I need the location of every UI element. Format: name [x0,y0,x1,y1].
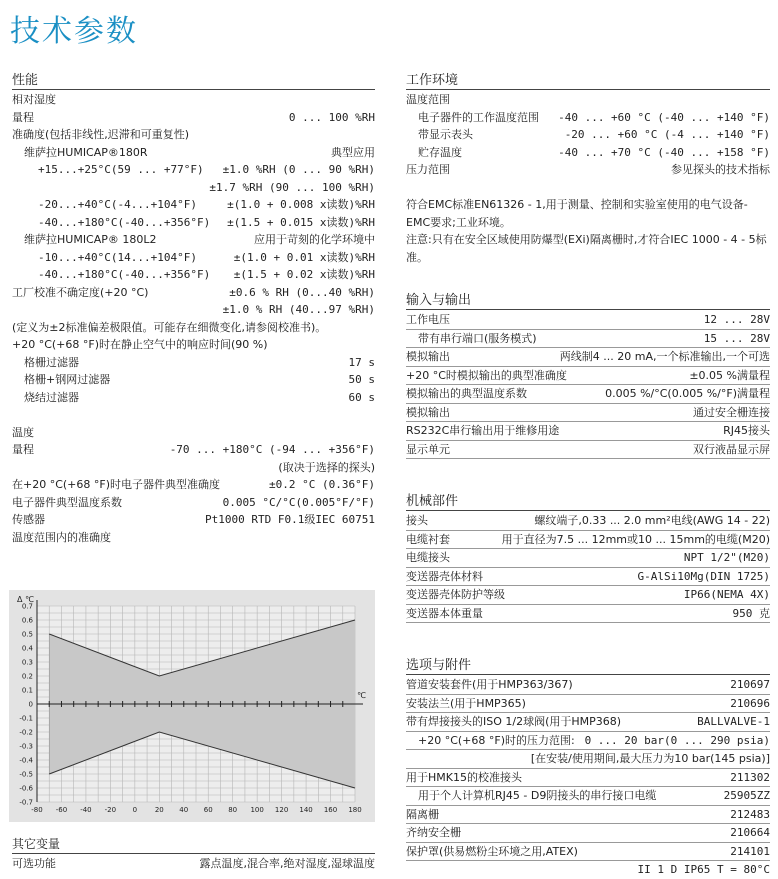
opt-row-5: [在安装/使用期间,最大压力为10 bar(145 psia)] [406,750,770,769]
x-tick-label: -80 [31,806,43,814]
page-title: 技术参数 [10,14,138,49]
opt-row-10: 保护罩(供易燃粉尘环境之用,ATEX) 214101 [406,843,770,862]
temp-range-note: (取决于选择的探头) [278,460,375,474]
io-rs232-row: RS232C串行输出用于维修用途 RJ45接头 [406,422,770,441]
x-tick-label: 40 [179,806,189,814]
acc-row-2: ±1.7 %RH (90 ... 100 %RH) [209,180,375,194]
notice-paragraph: 注意:只有在安全区域使用防爆型(EXi)隔离栅时,才符合IEC 1000 - 4 - 5标准。 [406,233,767,264]
env-row-1: 电子器件的工作温度范围 -40 ... +60 °C (-40 ... +140 °F) [418,110,770,124]
section-performance-header: 性能 [12,72,375,90]
factory-cal-row: 工厂校准不确定度(+20 °C) ±0.6 % RH (0...40 %RH) [12,285,375,299]
env-temp-title: 温度范围 [406,93,450,106]
temp-acc-row: 在+20 °C(+68 °F)时电子器件典型准确度 ±0.2 °C (0.36°F) [12,478,375,491]
accuracy-chart [9,590,375,822]
y-tick-label: -0.6 [19,784,33,793]
section-other-header: 其它变量 [12,836,375,854]
response-title: +20 °C(+68 °F)时在静止空气中的响应时间(90 %) [12,338,268,351]
x-tick-label: 180 [348,806,362,814]
opt-row-8: 隔离栅 212483 [406,806,770,825]
humidity-title: 相对湿度 [12,93,56,106]
y-tick-label: 0.5 [21,630,33,639]
io-voltage-row: 工作电压 12 ... 28V [406,311,770,330]
x-tick-label: 60 [203,806,213,814]
y-axis-label: Δ ℃ [17,595,34,604]
y-tick-label: 0.1 [21,686,33,695]
acc-row-5: -10...+40°C(14...+104°F) ±(1.0 + 0.01 x读数)%RH [38,250,375,264]
x-axis-label: ℃ [357,691,366,700]
temp-range-row: 量程 -70 ... +180°C (-94 ... +356°F) [12,443,375,456]
right-column [406,72,770,879]
y-tick-label: -0.1 [19,714,33,723]
io-serial-row: 带有串行端口(服务模式) 15 ... 28V [406,330,770,349]
acc-row-1: +15...+25°C(59 ... +77°F) ±1.0 %RH (0 ... 90 %RH) [38,163,375,176]
opt-row-9: 齐纳安全栅 210664 [406,824,770,843]
io-analog2-row: 模拟输出 通过安全栅连接 [406,404,770,423]
opt-row-2: 安装法兰(用于HMP365) 210696 [406,695,770,714]
y-tick-label: -0.2 [19,728,33,737]
y-tick-label: 0 [28,700,33,709]
y-tick-label: 0.4 [21,644,33,653]
opt-row-7: 用于个人计算机RJ45 - D9阴接头的串行接口电缆 25905ZZ [406,787,770,806]
y-tick-label: -0.4 [19,756,33,765]
x-tick-label: -20 [104,806,117,814]
emc-paragraph: 符合EMC标准EN61326 - 1,用于测量、控制和实验室使用的电气设备- EMC要求;工业环境。 [406,198,748,229]
x-tick-label: 100 [250,806,264,814]
temperature-title: 温度 [12,425,34,439]
filter-row-2: 格栅+钢网过滤器 50 s [24,373,375,386]
mech-protection-row: 变送器壳体防护等级 IP66(NEMA 4X) [406,586,770,605]
section-mechanical-header: 机械部件 [406,493,770,511]
opt-row-6: 用于HMK15的校准接头 211302 [406,769,770,788]
y-tick-label: -0.7 [19,798,33,807]
accuracy-title: 准确度(包括非线性,迟滞和可重复性) [12,128,190,141]
mech-cable-row: 电缆接头 NPT 1/2"(M20) [406,549,770,568]
filter-row-3: 烧结过滤器 60 s [24,390,375,404]
env-row-2: 带显示表头 -20 ... +60 °C (-4 ... +140 °F) [418,128,770,141]
x-tick-label: 140 [299,806,313,814]
acc-row-4: -40...+180°C(-40...+356°F) ±(1.5 + 0.015 x读数)%RH [38,215,375,229]
temp-coef-row: 电子器件典型温度系数 0.005 °C/°C(0.005°F/°F) [12,495,375,509]
x-tick-label: -40 [80,806,92,814]
x-tick-label: -60 [55,806,68,814]
filter-row-1: 格栅过滤器 17 s [24,355,375,369]
y-tick-label: 0.7 [21,602,33,611]
mech-weight-row: 变送器本体重量 950 克 [406,605,770,624]
io-analog-temp-row: 模拟输出的典型温度系数 0.005 %/°C(0.005 %/°F)满量程 [406,385,770,404]
env-row-3: 贮存温度 -40 ... +70 °C (-40 ... +158 °F) [418,145,770,159]
opt-row-11: II 1 D IP65 T = 80°C [637,863,770,876]
x-tick-label: 160 [323,806,338,814]
acc-row-3: -20...+40°C(-4...+104°F) ±(1.0 + 0.008 x读数)%RH [38,198,375,211]
other-variables-section [12,836,375,873]
y-tick-label: -0.5 [19,770,33,779]
hmp180r-row: 维萨拉HUMICAP®180R 典型应用 [24,145,375,159]
sensor-row: 传感器 Pt1000 RTD F0.1级IEC 60751 [12,513,375,526]
io-display-row: 显示单元 双行液晶显示屏 [406,441,770,460]
factory-cal-row-2: ±1.0 % RH (40...97 %RH) [222,303,375,316]
io-analog-acc-row: +20 °C时模拟输出的典型准确度 ±0.05 %满量程 [406,367,770,386]
optional-functions-row: 可选功能 露点温度,混合率,绝对湿度,湿球温度 [12,857,375,870]
accuracy-chart-svg [9,590,375,822]
x-tick-label: 20 [154,806,164,814]
humidity-range: 量程 0 ... 100 %RH [12,110,375,124]
pressure-row: 压力范围 参见探头的技术指标 [406,163,770,176]
opt-row-1: 管道安装套件(用于HMP363/367) 210697 [406,676,770,695]
acc-row-6: -40...+180°C(-40...+356°F) ±(1.5 + 0.02 x读数)%RH [38,268,375,281]
opt-row-4: +20 °C(+68 °F)时的压力范围: 0 ... 20 bar(0 ... 290 psia) [406,732,770,751]
x-tick-label: 120 [274,806,289,814]
x-tick-label: 80 [228,806,238,814]
hmp180l2-row: 维萨拉HUMICAP® 180L2 应用于苛刻的化学环境中 [24,233,375,246]
calibration-note: (定义为±2标准偏差极限值。可能存在细微变化,请参阅校准书)。 [12,320,327,334]
section-environment-header: 工作环境 [406,72,770,90]
opt-row-3: 带有焊接接头的ISO 1/2球阀(用于HMP368) BALLVALVE-1 [406,713,770,732]
y-tick-label: 0.6 [21,616,33,625]
y-tick-label: 0.3 [21,658,33,667]
mech-connector-row: 接头 螺纹端子,0.33 ... 2.0 mm²电线(AWG 14 - 22) [406,512,770,531]
temp-range-acc-title: 温度范围内的准确度 [12,530,111,544]
y-tick-label: 0.2 [21,672,33,681]
mech-material-row: 变送器壳体材料 G-AlSi10Mg(DIN 1725) [406,568,770,587]
section-options-header: 选项与附件 [406,657,770,675]
io-analog-row: 模拟输出 两线制4 ... 20 mA,一个标准输出,一个可选 [406,348,770,367]
section-io-header: 输入与输出 [406,292,770,310]
mech-bushing-row: 电缆衬套 用于直径为7.5 ... 12mm或10 ... 15mm的电缆(M20) [406,531,770,550]
y-tick-label: -0.3 [19,742,33,751]
left-column [12,72,375,546]
x-tick-label: 0 [132,806,138,814]
